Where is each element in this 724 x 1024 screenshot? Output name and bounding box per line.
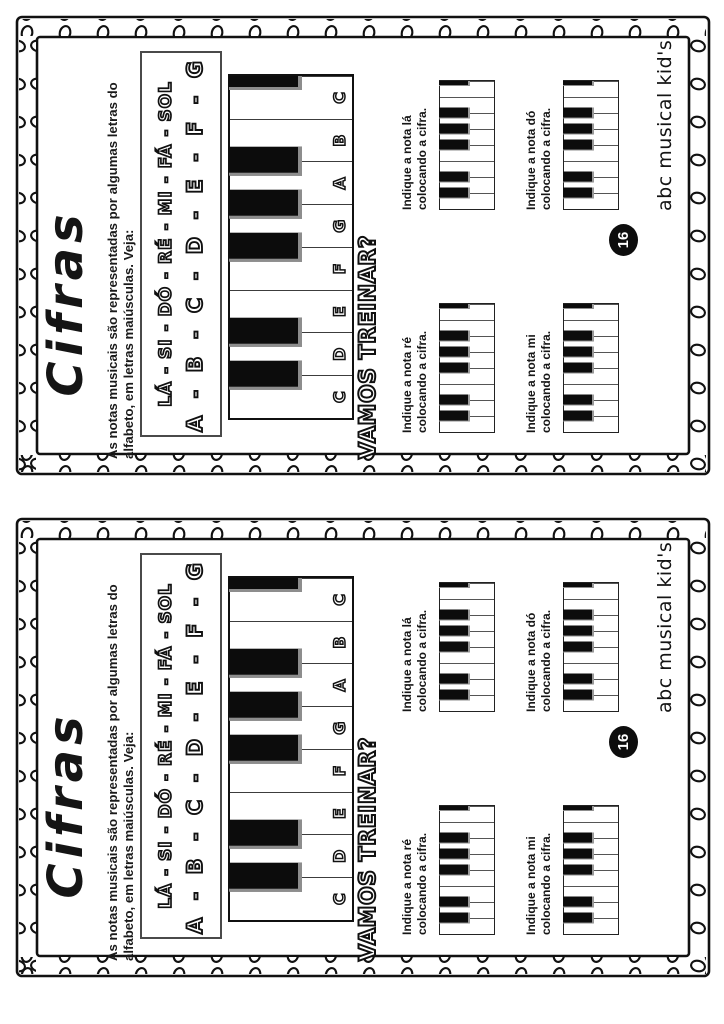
black-key: [563, 411, 594, 422]
intro-line-1: As notas musicais são representadas por algumas letras do: [105, 584, 120, 961]
black-key: [439, 865, 470, 876]
black-key: [229, 190, 302, 219]
black-key-partial: [439, 806, 470, 811]
intro-line-2: alfabeto, em letras maiúsculas. Veja:: [120, 229, 136, 459]
worksheet-page: [8, 8, 718, 483]
exercise-do-label: [524, 10, 554, 210]
black-key: [229, 361, 302, 390]
exercise-re-keyboard: [439, 303, 495, 433]
black-key: [563, 913, 594, 924]
black-key: [563, 865, 594, 876]
black-key: [563, 690, 594, 701]
black-key: [439, 395, 470, 406]
black-key: [439, 690, 470, 701]
black-key-partial: [563, 806, 594, 811]
black-key: [439, 331, 470, 342]
key-label: B: [330, 636, 349, 649]
exercise-la-line1: Indique a nota lá: [400, 617, 414, 712]
black-key: [229, 734, 302, 763]
key-label: G: [330, 219, 349, 233]
solfege-names: LÁ - SI - DÓ - RÉ - MI - FÁ - SOL: [155, 81, 176, 407]
key-label: C: [330, 92, 349, 104]
black-key: [439, 140, 470, 151]
black-key-partial: [563, 304, 594, 309]
exercise-la-line2: colocando a cifra.: [415, 609, 429, 712]
exercise-la-keyboard: [439, 80, 495, 210]
intro-text: [105, 25, 136, 459]
exercise-mi-line1: Indique a nota mi: [524, 836, 538, 935]
black-key: [439, 363, 470, 374]
letter-names: A - B - C - D - E - F - G: [182, 55, 207, 433]
black-key: [439, 124, 470, 135]
key-label: C: [330, 594, 349, 606]
key-label: E: [330, 306, 349, 318]
black-key: [563, 124, 594, 135]
exercise-do-line2: colocando a cifra.: [539, 609, 553, 712]
brand-text: abc musical kid's: [654, 39, 676, 211]
exercise-la-label: [400, 512, 430, 712]
reference-keyboard: [228, 74, 354, 420]
black-key: [229, 232, 302, 261]
note-names-box: [140, 553, 222, 939]
black-key: [439, 411, 470, 422]
exercise-do-line1: Indique a nota dó: [524, 612, 538, 712]
exercise-mi-keyboard: [563, 303, 619, 433]
exercise-re-line1: Indique a nota ré: [400, 336, 414, 433]
exercise-re-line2: colocando a cifra.: [415, 832, 429, 935]
black-key: [229, 318, 302, 347]
exercise-la: [400, 512, 495, 712]
black-key: [439, 347, 470, 358]
black-key: [229, 863, 302, 892]
exercise-la-label: [400, 10, 430, 210]
exercise-la-line2: colocando a cifra.: [415, 107, 429, 210]
exercise-la-keyboard: [439, 582, 495, 712]
exercise-mi-line1: Indique a nota mi: [524, 334, 538, 433]
reference-keyboard: [228, 576, 354, 922]
black-key-partial: [439, 304, 470, 309]
intro-line-2: alfabeto, em letras maiúsculas. Veja:: [120, 731, 136, 961]
exercise-re-label: [400, 735, 430, 935]
black-key: [563, 849, 594, 860]
page-number-badge: [609, 726, 638, 758]
black-key: [229, 820, 302, 849]
black-key: [563, 897, 594, 908]
exercise-mi-line2: colocando a cifra.: [539, 330, 553, 433]
section-heading: VAMOS TREINAR?: [356, 235, 381, 459]
black-key: [563, 833, 594, 844]
exercise-re-line1: Indique a nota ré: [400, 838, 414, 935]
exercise-do-line1: Indique a nota dó: [524, 110, 538, 210]
exercise-mi-label: [524, 233, 554, 433]
black-key: [439, 833, 470, 844]
brand-text: abc musical kid's: [654, 541, 676, 713]
exercise-do-label: [524, 512, 554, 712]
black-key: [229, 692, 302, 721]
black-key: [563, 331, 594, 342]
exercise-re-keyboard: [439, 805, 495, 935]
exercise-la-line1: Indique a nota lá: [400, 115, 414, 210]
black-key: [439, 897, 470, 908]
key-label: A: [330, 679, 349, 692]
black-key: [563, 347, 594, 358]
black-key: [229, 649, 302, 678]
exercise-re-label: [400, 233, 430, 433]
exercise-re: [400, 233, 495, 433]
black-key: [439, 642, 470, 653]
black-key: [439, 674, 470, 685]
key-label: F: [330, 765, 349, 777]
page-title: Cifras: [38, 711, 94, 899]
black-key: [563, 674, 594, 685]
key-label: G: [330, 721, 349, 735]
solfege-names: LÁ - SI - DÓ - RÉ - MI - FÁ - SOL: [155, 583, 176, 909]
worksheet-panel: [0, 8, 724, 490]
black-key: [439, 626, 470, 637]
exercise-do-keyboard: [563, 80, 619, 210]
exercise-re-line2: colocando a cifra.: [415, 330, 429, 433]
worksheet-panel: [0, 510, 724, 992]
key-label: C: [330, 391, 349, 403]
page-number: 16: [615, 231, 632, 249]
black-key: [439, 172, 470, 183]
black-key: [439, 849, 470, 860]
exercise-mi-line2: colocando a cifra.: [539, 832, 553, 935]
exercise-do: [524, 512, 619, 712]
black-key: [229, 147, 302, 176]
exercise-mi-keyboard: [563, 805, 619, 935]
black-key-partial: [563, 81, 594, 86]
page-number-badge: [609, 224, 638, 256]
exercise-do-line2: colocando a cifra.: [539, 107, 553, 210]
black-key-partial: [229, 76, 302, 90]
black-key: [563, 108, 594, 119]
key-label: E: [330, 808, 349, 820]
black-key: [563, 140, 594, 151]
black-key: [563, 172, 594, 183]
black-key: [563, 363, 594, 374]
intro-line-1: As notas musicais são representadas por algumas letras do: [105, 82, 120, 459]
black-key: [563, 395, 594, 406]
key-label: D: [330, 347, 349, 362]
exercise-la: [400, 10, 495, 210]
worksheet-page: [8, 510, 718, 985]
section-heading: VAMOS TREINAR?: [356, 737, 381, 961]
exercise-do-keyboard: [563, 582, 619, 712]
key-label: F: [330, 263, 349, 275]
note-names-box: [140, 51, 222, 437]
black-key: [439, 913, 470, 924]
black-key-partial: [563, 583, 594, 588]
key-label: C: [330, 893, 349, 905]
black-key: [563, 642, 594, 653]
black-key-partial: [439, 583, 470, 588]
key-label: A: [330, 177, 349, 190]
exercise-mi-label: [524, 735, 554, 935]
page-title: Cifras: [38, 209, 94, 397]
black-key-partial: [439, 81, 470, 86]
key-label: B: [330, 134, 349, 147]
black-key: [563, 610, 594, 621]
page-number: 16: [615, 733, 632, 751]
black-key: [439, 188, 470, 199]
key-label: D: [330, 849, 349, 864]
black-key-partial: [229, 578, 302, 592]
black-key: [563, 626, 594, 637]
black-key: [563, 188, 594, 199]
intro-text: [105, 527, 136, 961]
exercise-mi: [524, 233, 619, 433]
black-key: [439, 610, 470, 621]
letter-names: A - B - C - D - E - F - G: [182, 557, 207, 935]
black-key: [439, 108, 470, 119]
exercise-mi: [524, 735, 619, 935]
exercise-do: [524, 10, 619, 210]
exercise-re: [400, 735, 495, 935]
